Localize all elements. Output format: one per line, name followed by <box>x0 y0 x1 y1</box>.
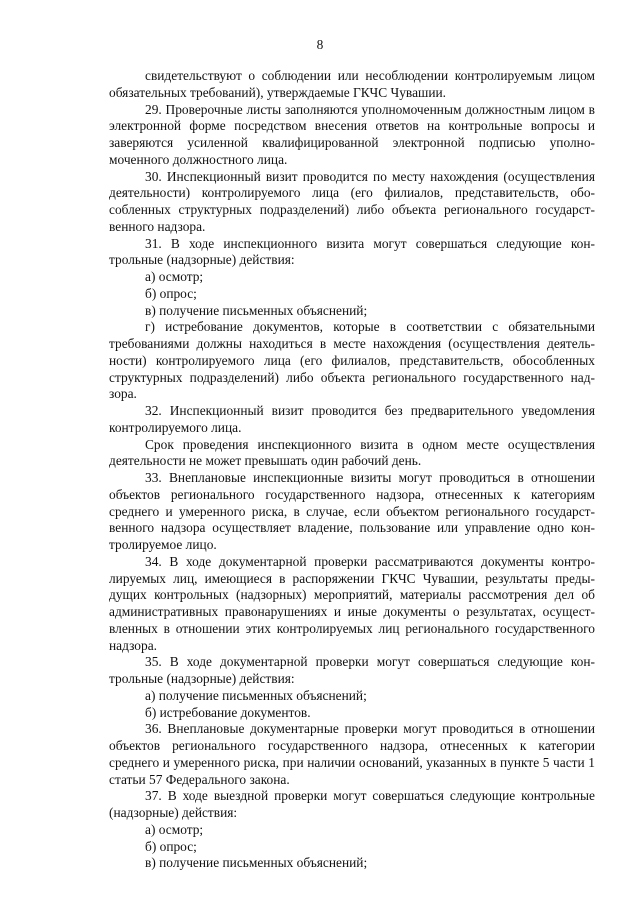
list-item: б) опрос; <box>145 285 197 301</box>
paragraph-item-29: 29. Проверочные листы заполняются уполномоченным должностным лицом в электронной форме посредством внесения ответов на контрольные вопросы и заверяются усиленной квалифицированной электронной подписью уполномоченного должностного лица. <box>109 101 595 167</box>
paragraph-item-35: 35. В ходе документарной проверки могут совершаться следующие контрольные (надзорные) действия: <box>109 654 595 686</box>
paragraph-item-30: 30. Инспекционный визит проводится по месту нахождения (осуществления деятельности) контролируемого лица (его филиалов, представительств, обособленных структурных подразделений) либо объекта регионального государственного надзора. <box>109 168 595 234</box>
page-number: 8 <box>316 37 324 52</box>
paragraph-item-34: 34. В ходе документарной проверки рассматриваются документы контролируемых лиц, имеющиеся в распоряжении ГКЧС Чувашии, результаты предыдущих контрольных (надзорных) мероприятий, материалы рассмотрения дел об административных правонарушениях и иные документы о результатах, осуществленных в отношении этих контролируемых лиц регионального государственного надзора. <box>109 553 595 653</box>
list-item: г) истребование документов, которые в соответствии с обязательными требованиями должны находиться в месте нахождения (осуществления деятельности) контролируемого лица (его филиалов, представительств, обособленных структурных подразделений) либо объекта регионального государственного надзора. <box>109 319 595 402</box>
list-item: б) опрос; <box>145 838 197 854</box>
paragraph-item-36: 36. Внеплановые документарные проверки могут проводиться в отношении объектов регионального государственного надзора, отнесенных к категории среднего и умеренного риска, при наличии оснований, указанных в пункте 5 части 1 статьи 57 Федерального закона. <box>109 721 595 787</box>
list-item: а) осмотр; <box>145 269 204 284</box>
list-item: а) получение письменных объяснений; <box>145 687 367 703</box>
list-item: в) получение письменных объяснений; <box>145 855 368 871</box>
list-item: б) истребование документов. <box>145 704 311 720</box>
paragraph: свидетельствуют о соблюдении или несоблюдении контролируемым лицом обязательных требований), утверждаемые ГКЧС Чувашии. <box>109 68 595 100</box>
list-item: в) получение письменных объяснений; <box>145 302 368 318</box>
paragraph-item-32: 32. Инспекционный визит проводится без предварительного уведомления контролируемого лица. <box>109 403 595 435</box>
list-item: а) осмотр; <box>145 821 204 837</box>
paragraph-item-31: 31. В ходе инспекционного визита могут совершаться следующие контрольные (надзорные) действия: <box>109 235 595 268</box>
document-body <box>109 68 595 872</box>
paragraph-item-37: 37. В ходе выездной проверки могут совершаться следующие контрольные (надзорные) действия: <box>109 788 595 820</box>
paragraph-item-33: 33. Внеплановые инспекционные визиты могут проводиться в отношении объектов регионального государственного надзора, отнесенных к категориям среднего и умеренного риска, в случае, если объектом регионального государственного надзора осуществляет владение, пользование или управление одно контролируемое лицо. <box>109 470 595 552</box>
paragraph: Срок проведения инспекционного визита в одном месте осуществления деятельности не может превышать один рабочий день. <box>109 436 595 469</box>
